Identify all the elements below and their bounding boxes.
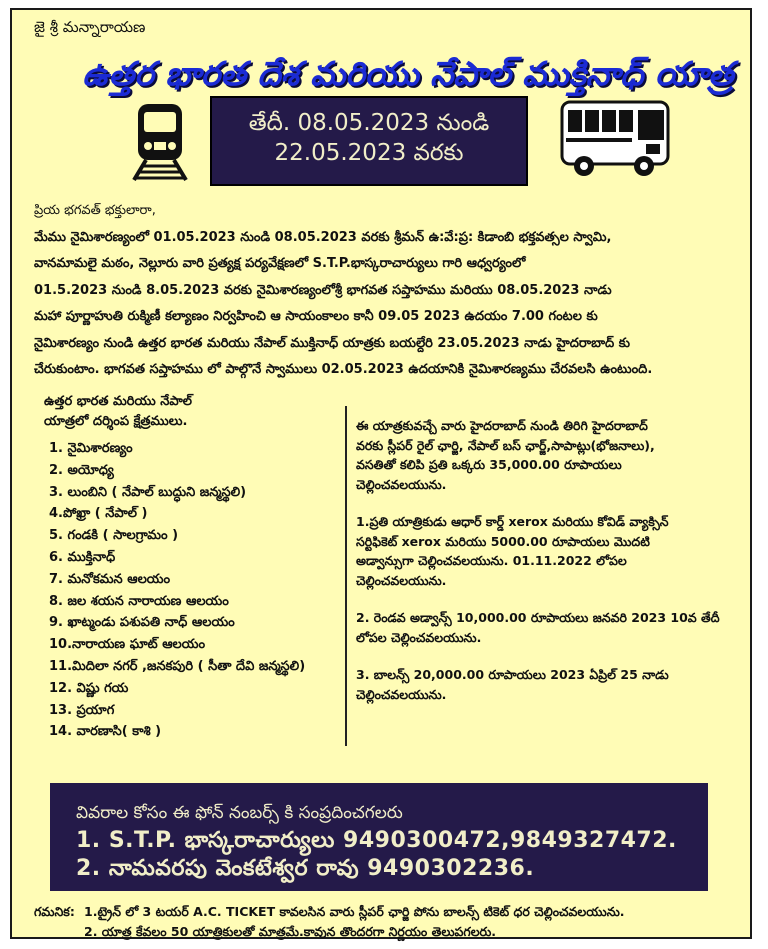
list-item: 1. నైమిశారణ్యం [49,441,133,456]
date-line-from: తేదీ. 08.05.2023 నుండి [248,110,490,136]
places-heading-line: ఉత్తర భారత మరియు నేపాల్ [44,394,192,409]
payment-line: చెల్లించవలయును. [356,476,447,492]
note-text: 1.ట్రైన్ లో 3 టయర్ A.C. TICKET కావలసిన వారు స్లీపర్ ఛార్జి పోను బాలన్స్ టికెట్ ధర చెల్లించవలయును. [84,904,625,919]
payment-line: 1.ప్రతి యాత్రికుడు ఆధార్ కార్డ్ xerox మరియు కోవిడ్ వ్యాక్సిన్ [356,514,669,529]
list-item: 6. ముక్తినాధ్ [49,549,116,565]
list-item: 13. ప్రయాగ [49,702,115,718]
notes-section [34,902,768,942]
train-icon [130,102,190,186]
intro-line: చేరుకుంటాం. భాగవత సప్తాహము లో పాల్గొనే స్వాములు 02.05.2023 ఉదయానికి నైమిశారణ్యము చేరవలసి ఉంటుంది. [34,362,653,377]
payment-block [356,608,752,647]
list-item: 8. జల శయన నారాయణ ఆలయం [49,593,229,609]
list-item: 2. అయోధ్య [49,462,114,478]
intro-line: మేము నైమిశారణ్యంలో 01.05.2023 నుండి 08.05.2023 వరకు శ్రీమన్ ఉ:వే:ప్ర: కిడాంబి భక్తవత్సల స్వామి, [34,229,612,245]
column-divider [345,406,347,746]
invocation-text: జై శ్రీ మన్నారాయణ [34,18,146,36]
places-section [44,392,344,743]
places-list [49,438,344,743]
payment-line: 2. రెండవ అడ్వాన్స్ 10,000.00 రూపాయలు జనవరి 2023 10వ తేదీ [356,610,720,625]
intro-line: 01.5.2023 నుండి 8.05.2023 వరకు నైమిశారణ్యంలోశ్రీ భాగవత సప్తాహము మరియు 08.05.2023 నాడు [34,282,612,298]
note-line: 2. యాత్ర కేవలం 50 యాత్రికులతో మాత్రమే.కావున తొందరగా నిర్ణయం తెలుపగలరు. [84,924,497,939]
list-item: 5. గండకి ( సాలగ్రామం ) [49,528,179,544]
list-item: 12. విష్ణు గయ [49,680,129,696]
payment-line: చెల్లించవలయును. [356,686,447,702]
bus-icon [558,98,674,186]
payment-line: వరకు స్లీపర్ రైల్ ఛార్జి, నేపాల్ బస్ ఛార్జ్,సాపాట్లు(భోజనాలు), [356,437,655,453]
payment-line: 3. బాలన్స్ 20,000.00 రూపాయలు 2023 ఏప్రిల్ 25 నాడు [356,667,669,682]
date-line-to: 22.05.2023 వరకు [274,140,464,166]
payment-line: లోపల చెల్లించవలయును. [356,629,482,645]
contact-box [50,783,708,891]
list-item: 4.పోఖ్రా ( నేపాల్ ) [49,506,148,522]
page-title: ఉత్తర భారత దేశ మరియు నేపాల్ ముక్తినాధ్ యాత్ర [82,54,734,93]
notes-label: గమనిక: [34,904,75,919]
payment-block [356,512,752,590]
intro-line: నైమిశారణ్యం నుండి ఉత్తర భారత మరియు నేపాల్ ముక్తినాధ్ యాత్రకు బయల్దేరి 23.05.2023 నాడు హైదరాబాద్ కు [34,335,631,351]
contact-row: 1. S.T.P. భాస్కరాచార్యులు 9490300472,9849327472. [76,828,677,853]
intro-line: మహా పూర్ణాహుతి రుక్మిణీ కల్యాణం నిర్వహించి ఆ సాయంకాలం కానీ 09.05 2023 ఉదయం 7.00 గంటల కు [34,309,598,324]
payment-line: అడ్వాన్సుగా చెల్లించవలయును. 01.11.2022 లోపల [356,553,627,568]
list-item: 10.నారాయణ ఘాట్ ఆలయం [49,637,206,653]
list-item: 11.మిదిలా నగర్ ,జనకపురి ( సీతా దేవి జన్మస్థలి) [49,658,306,674]
payment-section [356,416,752,722]
payment-line: సర్టిఫికెట్ xerox మరియు 5000.00 రూపాయలు మొదటి [356,533,650,549]
places-heading [44,392,344,432]
date-banner [210,96,528,186]
contact-heading: వివరాల కోసం ఈ ఫోన్ నంబర్స్ కి సంప్రదించగలరు [76,803,403,823]
intro-section [34,198,746,384]
list-item: 3. లుంబిని ( నేపాల్ బుద్ధుని జన్మస్థలి) [49,484,247,500]
payment-line: వసతితో కలిపి ప్రతి ఒక్కరు 35,000.00 రూపాయలు [356,457,622,472]
poster [10,8,752,939]
note-line [34,902,768,922]
contact-row: 2. నామవరపు వెంకటేశ్వర రావు 9490302236. [76,856,535,881]
payment-line: చెల్లించవలయును. [356,572,447,588]
intro-line: వానమామలై మఠం, నెల్లూరు వారి ప్రత్యక్ష పర్యవేక్షణలో S.T.P.భాస్కరాచార్యులు గారి ఆధ్వర్యంలో [34,256,526,271]
payment-line: ఈ యాత్రకువచ్చే వారు హైదరాబాద్ నుండి తిరిగి హైదరాబాద్ [356,418,648,433]
places-heading-line: యాత్రలో దర్శింప క్షేత్రములు. [44,414,188,429]
payment-block [356,665,752,704]
payment-block [356,416,752,494]
greeting: ప్రియ భగవత్ భక్తులారా, [34,203,156,218]
list-item: 14. వారణాసి( కాశి ) [49,724,162,740]
list-item: 9. ఖాట్మండు పశుపతి నాధ్ ఆలయం [49,615,235,631]
list-item: 7. మనోకమన ఆలయం [49,571,171,587]
